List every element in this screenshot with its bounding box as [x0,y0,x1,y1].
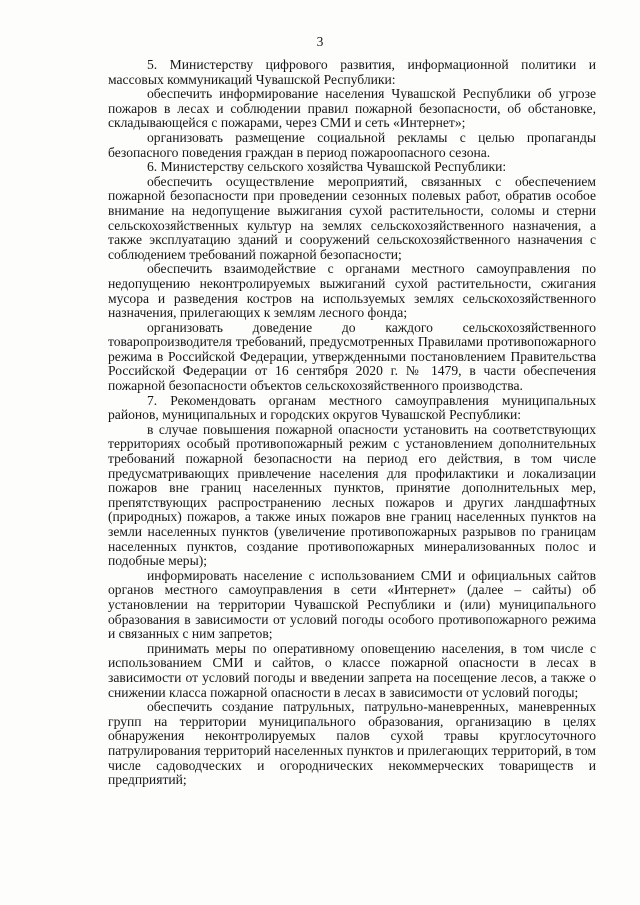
paragraph: информировать население с использованием СМИ и официальных сайтов органов местного самоуправления в сети «Интернет» (далее – сайты) об установлении на территории Чувашской Республики и (или) муниципального образования в зависимости от условий погоды особого противопожарного режима и связанных с ним запретов; [108,567,596,642]
paragraph: 6. Министерству сельского хозяйства Чувашской Республики: [147,159,507,175]
paragraph: организовать доведение до каждого сельскохозяйственного товаропроизводителя требований, предусмотренных Правилами противопожарного режима в Российской Федерации, утвержденными постановлением Правительства Российской Федерации от 16 сентября 2020 г. № 1479, в части обеспечения пожарной безопасности объектов сельскохозяйственного производства. [108,319,596,394]
paragraph: принимать меры по оперативному оповещению населения, в том числе с использованием СМИ и сайтов, о классе пожарной опасности в лесах в зависимости от условий погоды и введении запрета на посещение лесов, а также о снижении класса пожарной опасности в лесах в зависимости от условий погоды; [108,640,596,700]
paragraph: 7. Рекомендовать органам местного самоуправления муниципальных районов, муниципальных и городских округов Чувашской Республики: [108,392,596,423]
paragraph: в случае повышения пожарной опасности установить на соответствующих территориях особый противопожарный режим с установлением дополнительных требований пожарной безопасности на период его действия, в том числе предусматривающих привлечение населения для профилактики и локализации пожаров вне границ населенных пунктов, принятие дополнительных мер, препятствующих распространению лесных пожаров и других ландшафтных (природных) пожаров, а также иных пожаров вне границ населенных пунктов на земли населенных пунктов (увеличение противопожарных разрывов по границам населенных пунктов, создание противопожарных минерализованных полос и подобные меры); [108,421,596,569]
paragraph: обеспечить информирование населения Чувашской Республики об угрозе пожаров в лесах и соблюдении правил пожарной безопасности, об обстановке, складывающейся с пожарами, через СМИ и сеть «Интернет»; [108,86,596,131]
paragraph: организовать размещение социальной рекламы с целью пропаганды безопасного поведения граждан в период пожароопасного сезона. [108,129,596,160]
page-number: 3 [316,34,324,49]
paragraph: обеспечить взаимодействие с органами местного самоуправления по недопущению неконтролируемых выжиганий сухой растительности, сжигания мусора и разведения костров на используемых землях сельскохозяйственного назначения, прилегающих к землям лесного фонда; [108,261,596,321]
paragraph: обеспечить создание патрульных, патрульно-маневренных, маневренных групп на территории муниципального образования, организацию в целях обнаружения неконтролируемых палов сухой травы круглосуточного патрулирования территорий населенных пунктов и прилегающих территорий, в том числе садоводческих и огороднических некоммерческих товариществ и предприятий; [108,699,596,788]
paragraph: 5. Министерству цифрового развития, информационной политики и массовых коммуникаций Чувашской Республики: [108,57,596,87]
document-body [108,58,596,788]
paragraph: обеспечить осуществление мероприятий, связанных с обеспечением пожарной безопасности при проведении сезонных полевых работ, обратив особое внимание на недопущение выжигания сухой растительности, соломы и стерни сельскохозяйственных культур на землях сельскохозяйственного назначения, а также эксплуатацию зданий и сооружений сельскохозяйственного назначения с соблюдением требований пожарной безопасности; [108,173,596,262]
